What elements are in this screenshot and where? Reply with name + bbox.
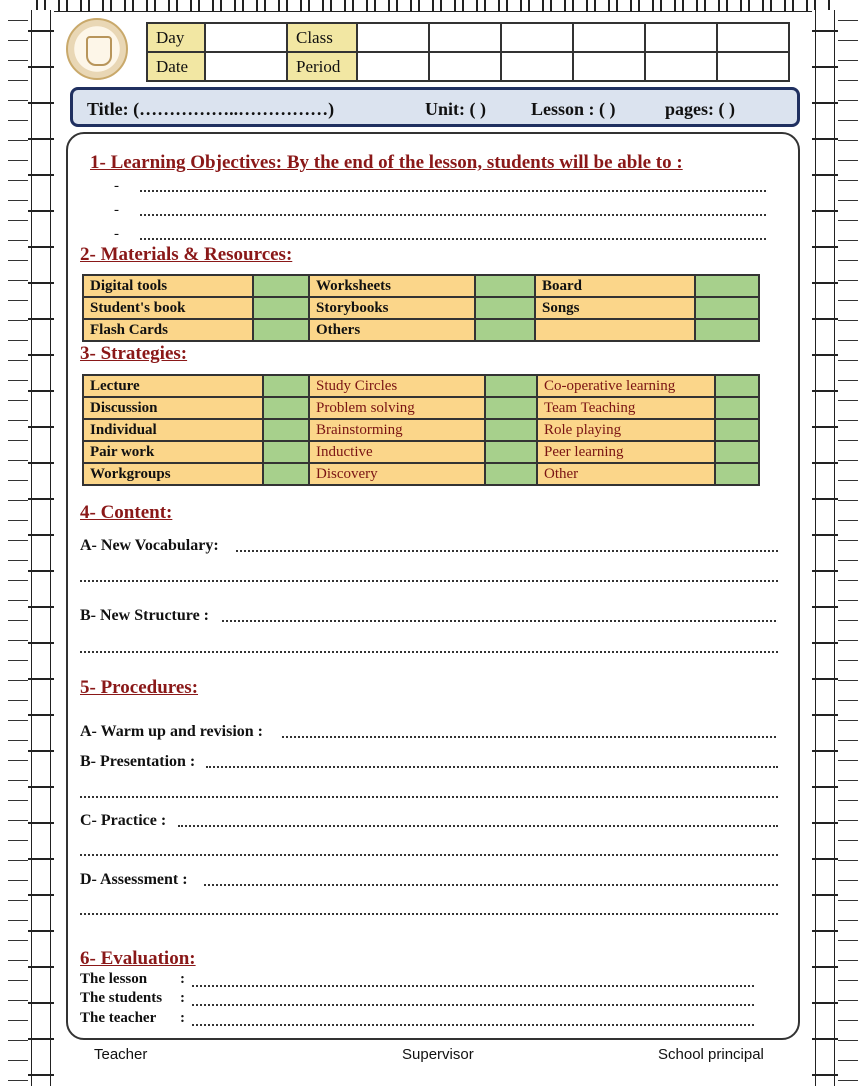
- pages-field[interactable]: pages: ( ): [665, 99, 735, 119]
- warmup-line[interactable]: [282, 736, 776, 738]
- strategy-item: Discovery: [309, 463, 485, 485]
- assessment-line[interactable]: [204, 884, 778, 886]
- strategy-check[interactable]: [263, 463, 309, 485]
- day-field[interactable]: [205, 23, 287, 52]
- strategy-item: Discussion: [83, 397, 263, 419]
- strategy-item: Team Teaching: [537, 397, 715, 419]
- strategy-item: Study Circles: [309, 375, 485, 397]
- header-table: [146, 22, 790, 82]
- strategy-item: Peer learning: [537, 441, 715, 463]
- materials-table: [82, 274, 760, 342]
- strategy-item: Inductive: [309, 441, 485, 463]
- period-label: Period: [287, 52, 357, 81]
- new-vocabulary-label: A- New Vocabulary:: [80, 537, 219, 554]
- eval-students-line[interactable]: [192, 1004, 754, 1006]
- period-cell[interactable]: [501, 52, 573, 81]
- eval-teacher-line[interactable]: [192, 1024, 754, 1026]
- warmup-label: A- Warm up and revision :: [80, 723, 263, 740]
- material-item: Others: [309, 319, 475, 341]
- procedures-heading: 5- Procedures:: [80, 677, 199, 698]
- ministry-logo-icon: [66, 18, 128, 80]
- teacher-signature: Teacher: [94, 1046, 148, 1063]
- class-cell[interactable]: [357, 23, 429, 52]
- strategy-item: Brainstorming: [309, 419, 485, 441]
- eval-students-label: The students: [80, 990, 163, 1006]
- title-bar: [70, 87, 800, 127]
- material-check[interactable]: [695, 275, 759, 297]
- bullet-dash: -: [114, 202, 119, 218]
- material-check[interactable]: [253, 319, 309, 341]
- presentation-line[interactable]: [206, 766, 778, 768]
- period-cell[interactable]: [573, 52, 645, 81]
- strategy-item: Individual: [83, 419, 263, 441]
- structure-line[interactable]: [80, 651, 778, 653]
- strategy-check[interactable]: [485, 419, 537, 441]
- class-label: Class: [287, 23, 357, 52]
- material-item: Digital tools: [83, 275, 253, 297]
- bullet-dash: -: [114, 226, 119, 242]
- eval-colon: :: [180, 990, 185, 1006]
- vocabulary-line[interactable]: [80, 580, 778, 582]
- material-check[interactable]: [475, 319, 535, 341]
- unit-field[interactable]: Unit: ( ): [425, 99, 486, 119]
- class-cell[interactable]: [573, 23, 645, 52]
- strategies-table: [82, 374, 760, 486]
- objectives-heading: 1- Learning Objectives: By the end of the lesson, students will be able to :: [90, 152, 683, 173]
- class-cell[interactable]: [429, 23, 501, 52]
- strategy-item: Lecture: [83, 375, 263, 397]
- strategies-heading: 3- Strategies:: [80, 343, 188, 364]
- practice-label: C- Practice :: [80, 812, 167, 829]
- border-right: [812, 10, 838, 1086]
- principal-signature: School principal: [658, 1046, 764, 1063]
- period-cell[interactable]: [717, 52, 789, 81]
- eval-colon: :: [180, 971, 185, 987]
- strategy-check[interactable]: [715, 441, 759, 463]
- date-label: Date: [147, 52, 205, 81]
- strategy-check[interactable]: [263, 441, 309, 463]
- material-item: Storybooks: [309, 297, 475, 319]
- strategy-check[interactable]: [715, 419, 759, 441]
- strategy-item: Workgroups: [83, 463, 263, 485]
- objective-line[interactable]: [140, 190, 766, 192]
- material-check[interactable]: [695, 319, 759, 341]
- material-check[interactable]: [253, 297, 309, 319]
- strategy-check[interactable]: [263, 375, 309, 397]
- material-check[interactable]: [253, 275, 309, 297]
- vocabulary-line[interactable]: [236, 550, 778, 552]
- supervisor-signature: Supervisor: [402, 1046, 474, 1063]
- material-check[interactable]: [695, 297, 759, 319]
- material-check[interactable]: [475, 275, 535, 297]
- eval-colon: :: [180, 1010, 185, 1026]
- strategy-item: Pair work: [83, 441, 263, 463]
- strategy-check[interactable]: [263, 419, 309, 441]
- strategy-check[interactable]: [715, 397, 759, 419]
- strategy-check[interactable]: [715, 463, 759, 485]
- date-field[interactable]: [205, 52, 287, 81]
- period-cell[interactable]: [645, 52, 717, 81]
- eval-teacher-label: The teacher: [80, 1010, 157, 1026]
- presentation-line[interactable]: [80, 796, 778, 798]
- strategy-check[interactable]: [715, 375, 759, 397]
- objective-line[interactable]: [140, 214, 766, 216]
- strategy-item: Role playing: [537, 419, 715, 441]
- material-item: Student's book: [83, 297, 253, 319]
- new-structure-label: B- New Structure :: [80, 607, 210, 624]
- class-cell[interactable]: [501, 23, 573, 52]
- presentation-label: B- Presentation :: [80, 753, 196, 770]
- assessment-label: D- Assessment :: [80, 871, 188, 888]
- material-item: Board: [535, 275, 695, 297]
- lesson-plan-box: [66, 132, 800, 1040]
- strategy-item: Problem solving: [309, 397, 485, 419]
- border-left: [28, 10, 54, 1086]
- title-field[interactable]: Title: (……………..……………): [87, 99, 335, 119]
- lesson-field[interactable]: Lesson : ( ): [531, 99, 616, 119]
- content-heading: 4- Content:: [80, 502, 173, 523]
- class-cell[interactable]: [717, 23, 789, 52]
- period-cell[interactable]: [357, 52, 429, 81]
- material-item: Flash Cards: [83, 319, 253, 341]
- material-item: [535, 319, 695, 341]
- day-label: Day: [147, 23, 205, 52]
- strategy-check[interactable]: [263, 397, 309, 419]
- assessment-line[interactable]: [80, 913, 778, 915]
- eval-lesson-label: The lesson: [80, 971, 148, 987]
- structure-line[interactable]: [222, 620, 776, 622]
- practice-line[interactable]: [178, 825, 778, 827]
- material-item: Songs: [535, 297, 695, 319]
- bullet-dash: -: [114, 178, 119, 194]
- border-top: [30, 0, 834, 12]
- strategy-check[interactable]: [485, 463, 537, 485]
- material-item: Worksheets: [309, 275, 475, 297]
- evaluation-heading: 6- Evaluation:: [80, 948, 196, 969]
- strategy-item: Other: [537, 463, 715, 485]
- objective-line[interactable]: [140, 238, 766, 240]
- material-check[interactable]: [475, 297, 535, 319]
- period-cell[interactable]: [429, 52, 501, 81]
- strategy-item: Co-operative learning: [537, 375, 715, 397]
- strategy-check[interactable]: [485, 441, 537, 463]
- class-cell[interactable]: [645, 23, 717, 52]
- practice-line[interactable]: [80, 854, 778, 856]
- materials-heading: 2- Materials & Resources:: [80, 244, 293, 265]
- eval-lesson-line[interactable]: [192, 985, 754, 987]
- strategy-check[interactable]: [485, 397, 537, 419]
- strategy-check[interactable]: [485, 375, 537, 397]
